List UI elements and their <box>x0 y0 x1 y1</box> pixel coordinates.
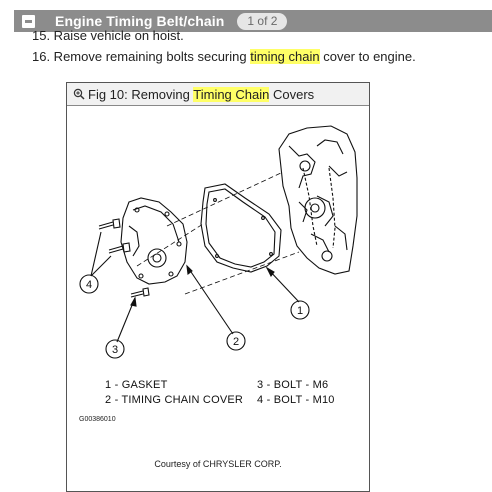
bolt-m6 <box>131 288 149 297</box>
figure-title-end: Covers <box>269 86 315 102</box>
cover-bolt-hole <box>139 274 143 278</box>
section-title: Engine Timing Belt/chain <box>55 13 225 29</box>
search-highlight: timing chain <box>250 49 320 64</box>
legend-item-bolt-m10: 4 - BOLT - M10 <box>257 394 335 406</box>
leader-line-2 <box>187 266 233 334</box>
timing-cover-shape <box>121 198 187 284</box>
callout-label-2: 2 <box>232 336 240 348</box>
figure-courtesy: Courtesy of CHRYSLER CORP. <box>154 459 282 469</box>
gasket-bolt-hole <box>214 199 217 202</box>
callout-label-4: 4 <box>85 279 93 291</box>
collapse-icon[interactable] <box>22 15 35 28</box>
gasket-bolt-hole <box>270 253 273 256</box>
tensioner-gear <box>305 198 325 218</box>
leader-line-4b <box>91 256 111 276</box>
bolt-m10-lower <box>109 243 130 253</box>
legend-item-bolt-m6: 3 - BOLT - M6 <box>257 379 329 391</box>
legend-item-gasket: 1 - GASKET <box>105 379 168 391</box>
step-16-text-start: 16. Remove remaining bolts securing <box>32 49 251 64</box>
leader-line-4a <box>91 232 101 276</box>
timing-chain-cover-drawing <box>67 106 369 386</box>
gasket-bolt-hole <box>262 217 265 220</box>
figure-title-start: Fig 10: Removing <box>88 86 194 102</box>
figure-title <box>88 87 314 102</box>
timing-cover-detail <box>129 206 179 256</box>
figure-id: G00386010 <box>79 416 116 423</box>
figure-title-highlight: Timing Chain <box>193 86 270 102</box>
step-16-text-end: cover to engine. <box>319 49 416 64</box>
step-15-text: 15. Raise vehicle on hoist. <box>32 29 184 43</box>
legend-item-timing-chain-cover: 2 - TIMING CHAIN COVER <box>105 394 244 406</box>
step-16-text <box>32 48 416 66</box>
zoom-in-icon[interactable] <box>73 88 85 100</box>
bolt-m10-upper <box>99 219 120 229</box>
figure-panel <box>66 82 370 492</box>
cover-bolt-hole <box>177 242 181 246</box>
cover-seal-inner <box>153 254 161 262</box>
engine-block-detail <box>289 140 347 252</box>
callout-label-3: 3 <box>111 344 119 356</box>
sprocket-upper <box>300 161 310 171</box>
cover-seal <box>148 249 166 267</box>
cover-bolt-hole <box>165 212 169 216</box>
callout-label-1: 1 <box>296 305 304 317</box>
sprocket-lower <box>322 251 332 261</box>
gasket-shape <box>201 184 281 272</box>
gasket-bolt-hole <box>216 255 219 258</box>
tensioner-hub <box>311 204 319 212</box>
cover-bolt-hole <box>169 272 173 276</box>
figure-header[interactable] <box>67 83 369 106</box>
arrowhead <box>131 298 136 306</box>
page-indicator-badge[interactable]: 1 of 2 <box>237 13 287 30</box>
